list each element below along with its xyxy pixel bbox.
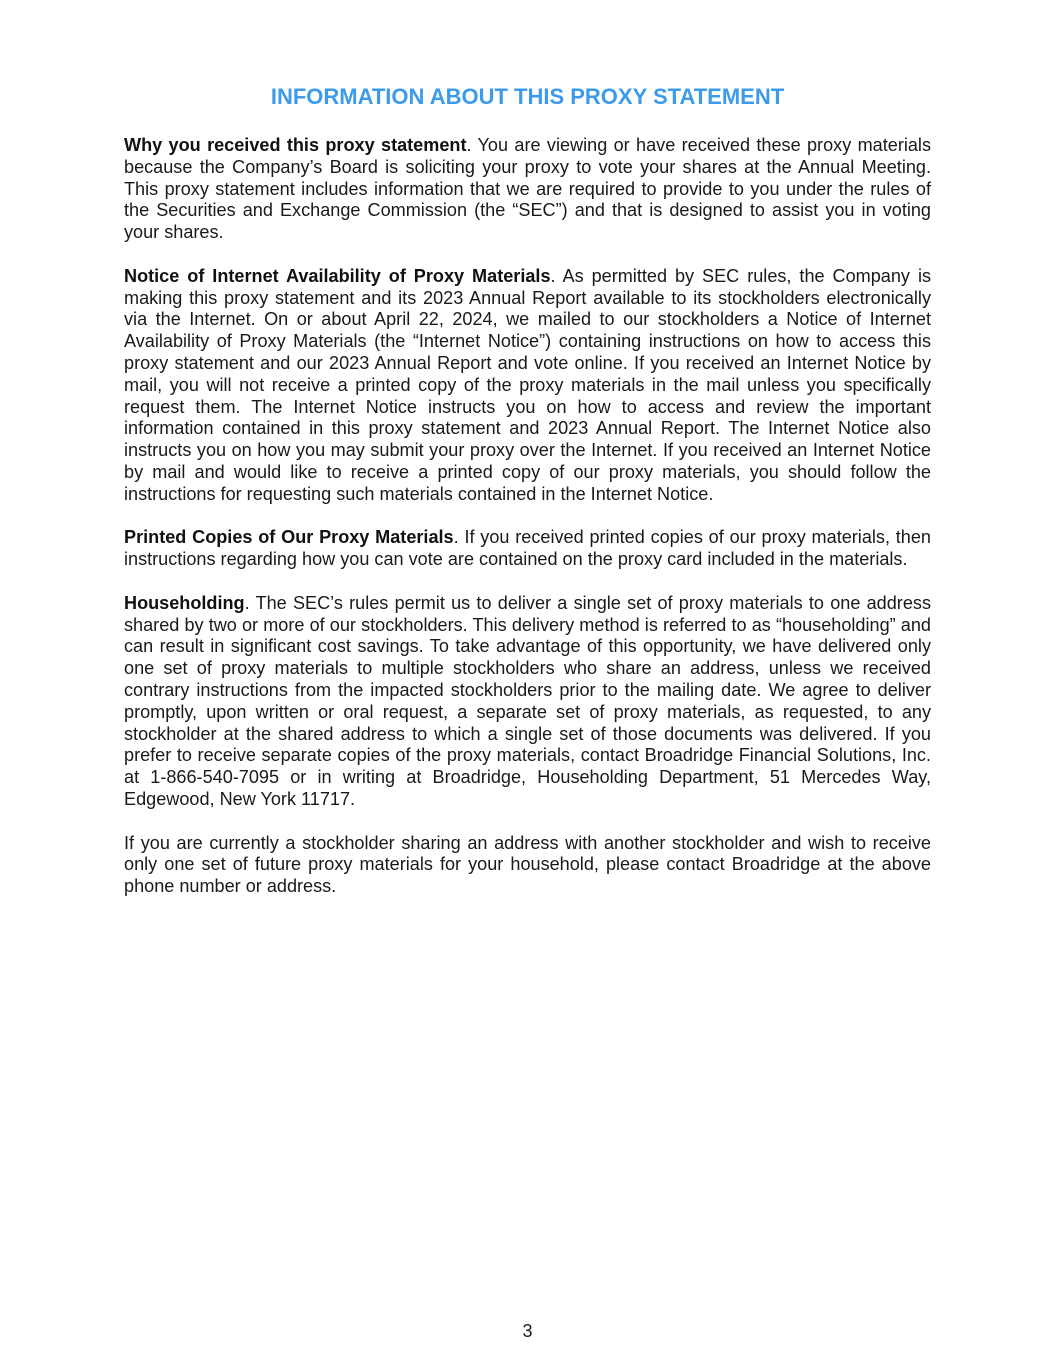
page-title: INFORMATION ABOUT THIS PROXY STATEMENT — [270, 84, 785, 109]
section-heading: Householding — [124, 592, 245, 613]
document-page — [124, 82, 931, 920]
section-internet-notice — [124, 266, 931, 506]
closing-paragraph: If you are currently a stockholder sharing an address with another stockholder and wish to receive only one set of future proxy materials for your household, please contact Broadridge at the above phone number or address. — [124, 832, 931, 897]
section-printed-copies — [124, 527, 931, 571]
section-body: . If you received printed copies of our proxy materials, then instructions regarding how you can vote are contained on the proxy card included in the materials. — [124, 527, 931, 570]
section-heading: Printed Copies of Our Proxy Materials — [124, 527, 454, 548]
section-body: . The SEC’s rules permit us to deliver a single set of proxy materials to one address shared by two or more of our stockholders. This delivery method is referred to as “householding” and can result in significant cost savings. To take advantage of this opportunity, we have delivered only one set of proxy materials to multiple stockholders who share an address, unless we received contrary instructions from the impacted stockholders prior to the mailing date. We agree to deliver promptly, upon written or oral request, a separate set of proxy materials, as requested, to any stockholder at the shared address to which a single set of those documents was delivered. If you prefer to receive separate copies of the proxy materials, contact Broadridge Financial Solutions, Inc. at 1-866-540-7095 or in writing at Broadridge, Householding Department, 51 Mercedes Way, Edgewood, New York 11717. — [124, 592, 931, 809]
section-householding — [124, 593, 931, 811]
section-why-received — [124, 135, 931, 244]
section-heading: Why you received this proxy statement — [124, 135, 467, 155]
section-body: . You are viewing or have received these proxy materials because the Company’s Board is soliciting your proxy to vote your shares at the Annual Meeting. This proxy statement includes information that we are required to provide to you under the rules of the Securities and Exchange Commission (the “SEC”) and that is designed to assist you in voting your shares. — [124, 135, 931, 243]
section-heading: Notice of Internet Availability of Proxy Materials — [124, 265, 551, 286]
page-number: 3 — [522, 1321, 533, 1341]
section-body: . As permitted by SEC rules, the Company is making this proxy statement and its 2023 Annual Report available to its stockholders electronically via the Internet. On or about April 22, 2024, we mailed to our stockholders a Notice of Internet Availability of Proxy Materials (the “Internet Notice”) containing instructions on how to access this proxy statement and our 2023 Annual Report and vote online. If you received an Internet Notice by mail, you will not receive a printed copy of the proxy materials in the mail unless you specifically request them. The Internet Notice instructs you on how to access and review the important information contained in this proxy statement and 2023 Annual Report. The Internet Notice also instructs you on how you may submit your proxy over the Internet. If you received an Internet Notice by mail and would like to receive a printed copy of our proxy materials, you should follow the instructions for requesting such materials contained in the Internet Notice. — [124, 265, 932, 504]
